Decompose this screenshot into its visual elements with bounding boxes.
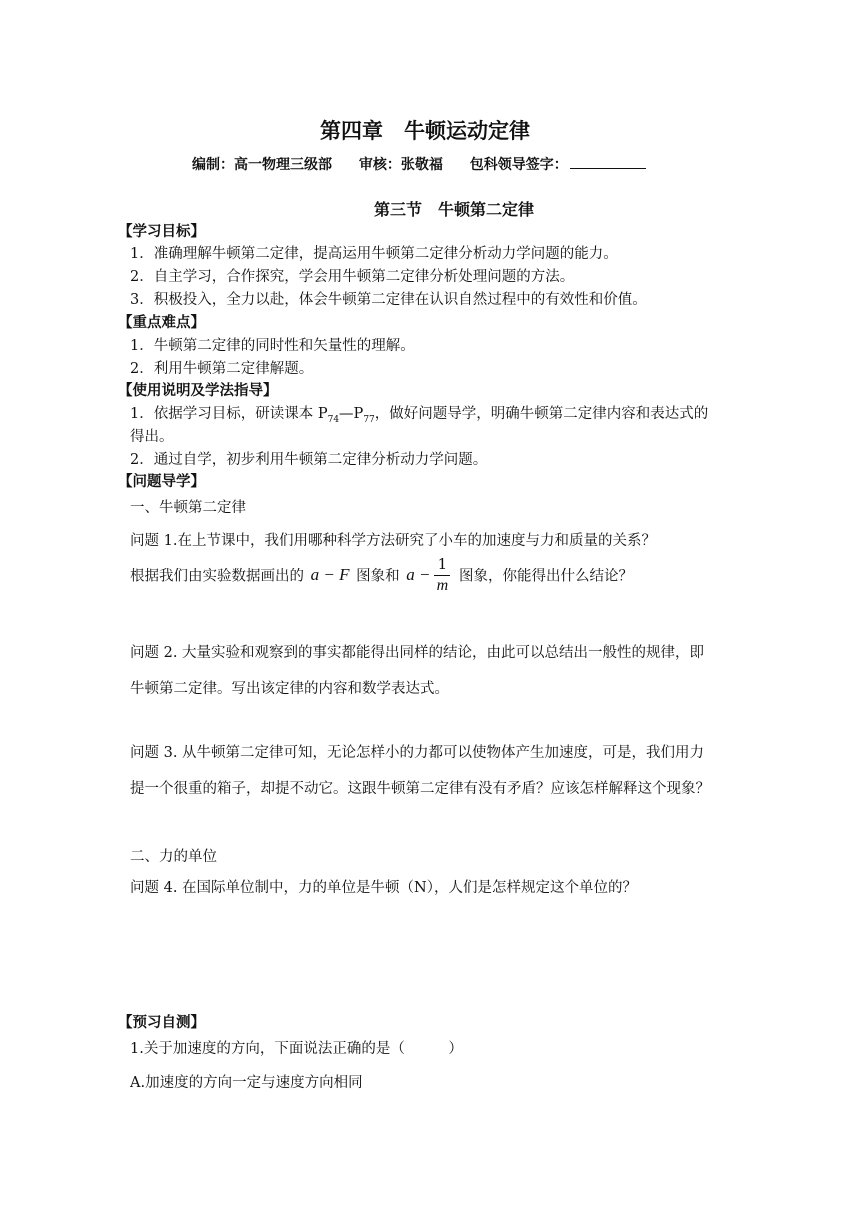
preview-question-1: 1.关于加速度的方向，下面说法正确的是（ ） (130, 1041, 463, 1057)
question-2-line2: 牛顿第二定律。写出该定律的内容和数学表达式。 (130, 681, 449, 697)
question-4: 问题 4. 在国际单位制中，力的单位是牛顿（N），人们是怎样规定这个单位的？ (130, 880, 637, 896)
key-point-item: 1．牛顿第二定律的同时性和矢量性的理解。 (130, 338, 415, 354)
leader-sign-label: 包科领导签字： (469, 157, 568, 173)
reviewer-label: 审核：张敬福 (358, 157, 443, 173)
objective-item: 3．积极投入，全力以赴，体会牛顿第二定律在认识自然过程中的有效性和价值。 (130, 292, 647, 308)
section-title: 第三节 牛顿第二定律 (374, 200, 535, 219)
question-3-line2: 提一个很重的箱子，却提不动它。这跟牛顿第二定律有没有矛盾？应该怎样解释这个现象？ (130, 781, 710, 797)
instruction-text: ，做好问题导学，明确牛顿第二定律内容和表达式的 (374, 406, 709, 422)
question-3-line1: 问题 3. 从牛顿第二定律可知，无论怎样小的力都可以使物体产生加速度，可是，我们用力 (130, 745, 705, 761)
objective-item: 2．自主学习，合作探究，学会用牛顿第二定律分析处理问题的方法。 (130, 269, 575, 285)
part2-title: 二、力的单位 (130, 849, 217, 865)
objective-item: 1．准确理解牛顿第二定律，提高运用牛顿第二定律分析动力学问题的能力。 (130, 246, 618, 262)
editor-label: 编制：高一物理三级部 (192, 157, 332, 173)
fraction-bar (434, 575, 450, 576)
header-meta (192, 154, 646, 174)
question-text: 图象，你能得出什么结论？ (459, 568, 634, 585)
instruction-item: 2．通过自学，初步利用牛顿第二定律分析动力学问题。 (130, 452, 488, 468)
preview-option-a: A.加速度的方向一定与速度方向相同 (130, 1075, 363, 1091)
signature-blank (570, 154, 646, 169)
question-text: 根据我们由实验数据画出的 (130, 568, 304, 585)
instruction-item (130, 402, 708, 425)
key-points-heading: 【重点难点】 (118, 315, 205, 331)
guide-heading: 【问题导学】 (118, 474, 205, 490)
instruction-text: 1．依据学习目标，研读课本 P (130, 406, 328, 422)
key-point-item: 2．利用牛顿第二定律解题。 (130, 361, 314, 377)
instructions-heading: 【使用说明及学法指导】 (118, 383, 278, 399)
formula-a-minus-F: a − F (310, 565, 350, 584)
formula-a-minus: a − (406, 565, 431, 584)
question-1-line1: 问题 1.在上节课中，我们用哪种科学方法研究了小车的加速度与力和质量的关系？ (130, 533, 656, 549)
instruction-item-cont: 得出。 (130, 429, 174, 445)
fraction-numerator: 1 (437, 555, 448, 573)
objectives-heading: 【学习目标】 (118, 224, 205, 240)
page-subscript: 74 (327, 414, 340, 425)
instruction-text: —P (339, 406, 364, 422)
fraction-one-over-m (433, 555, 451, 595)
fraction-denominator: m (436, 577, 449, 594)
part1-title: 一、牛顿第二定律 (130, 500, 246, 516)
page-subscript: 77 (363, 414, 375, 425)
chapter-title: 第四章 牛顿运动定律 (320, 119, 530, 143)
preview-heading: 【预习自测】 (118, 1015, 205, 1031)
question-2-line1: 问题 2. 大量实验和观察到的事实都能得出同样的结论，由此可以总结出一般性的规律，即 (130, 645, 705, 661)
question-text: 图象和 (356, 568, 400, 585)
question-1-line2 (130, 555, 633, 595)
